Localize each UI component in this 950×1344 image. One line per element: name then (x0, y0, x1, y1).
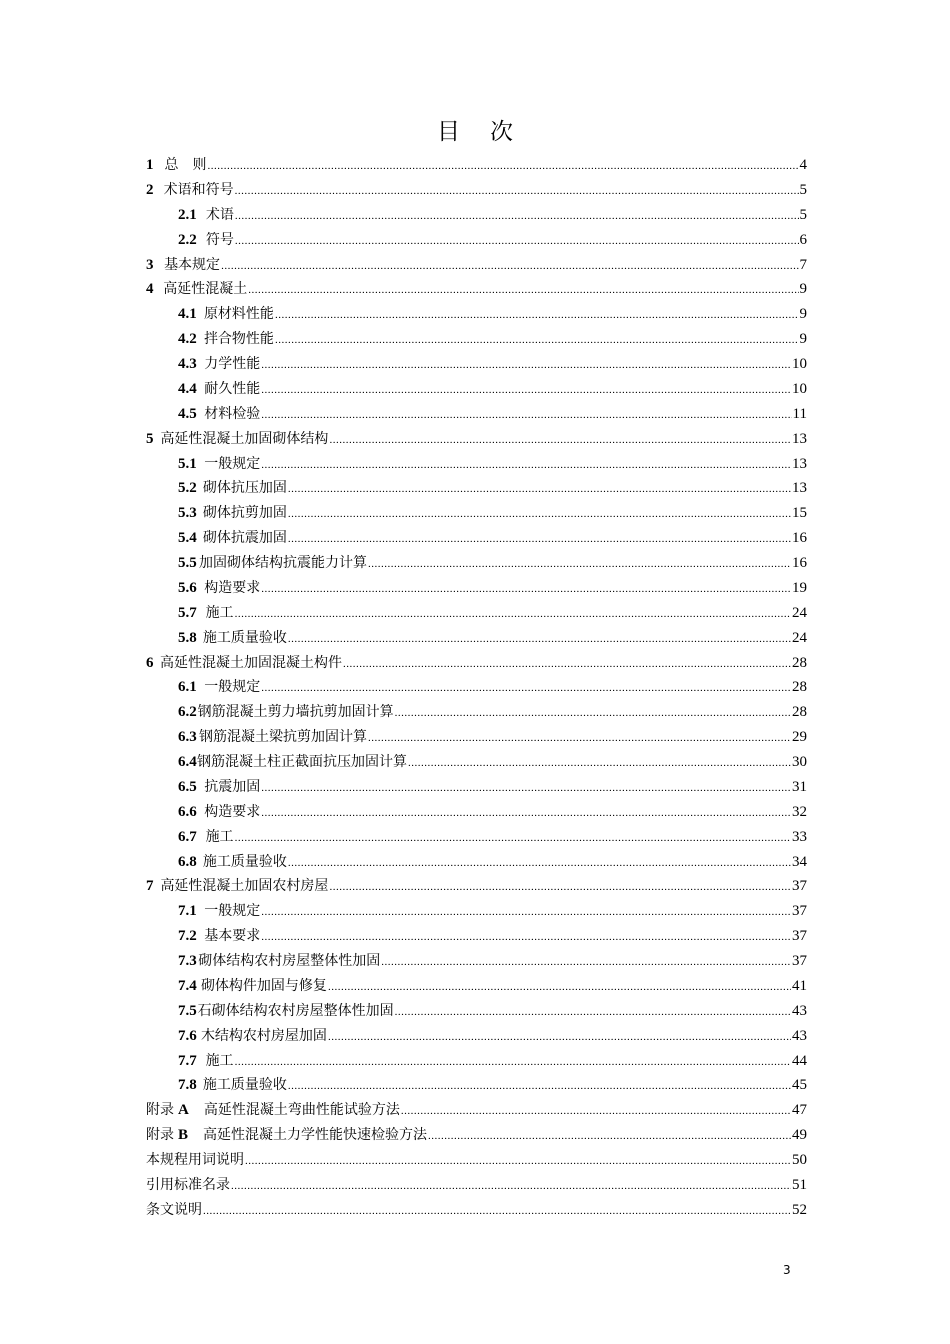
toc-entry-page: 30 (792, 754, 807, 770)
toc-entry-page: 50 (792, 1152, 807, 1168)
toc-entry-page: 16 (792, 530, 807, 547)
toc-entry[interactable] (146, 501, 807, 526)
dot-leader (245, 1149, 791, 1174)
toc-entry-page: 43 (792, 1002, 807, 1019)
toc-entry-page: 28 (792, 654, 807, 671)
dot-leader (288, 502, 791, 527)
toc-entry-page: 37 (792, 928, 807, 945)
toc-entry-label: 抗震加固 (204, 778, 261, 795)
dot-leader (208, 154, 799, 179)
toc-entry-label: 加固砌体结构抗震能力计算 (198, 555, 367, 571)
dot-leader (261, 676, 791, 701)
dot-leader (261, 577, 791, 602)
dot-leader (408, 751, 791, 776)
toc-entry-number: 7.1 (178, 903, 197, 920)
dot-leader (343, 652, 791, 677)
toc-title-char-2: 次 (490, 119, 513, 145)
toc-entry[interactable] (146, 253, 807, 278)
toc-entry-page: 5 (799, 181, 807, 198)
toc-entry[interactable] (146, 1049, 807, 1074)
toc-entry[interactable] (146, 1198, 807, 1223)
toc-entry-page: 41 (792, 977, 807, 994)
toc-entry-page: 5 (799, 206, 807, 223)
toc-entry-number: 6.3 (178, 729, 197, 746)
toc-entry[interactable] (146, 1148, 807, 1173)
toc-entry-label: 高延性混凝土 (163, 281, 248, 298)
toc-entry-label: 术语和符号 (163, 181, 234, 198)
toc-entry-page: 45 (792, 1077, 807, 1094)
toc-entry-number: 4.2 (178, 331, 197, 348)
toc-entry-number: 7.4 (178, 977, 197, 994)
toc-entry-number: 6.4 (178, 754, 197, 770)
dot-leader (288, 527, 791, 552)
toc-entry[interactable] (146, 327, 807, 352)
toc-entry[interactable] (146, 999, 807, 1024)
toc-entry-label: 钢筋混凝土柱正截面抗压加固计算 (196, 754, 407, 770)
toc-entry-page: 13 (792, 480, 807, 497)
toc-entry-page: 37 (792, 878, 807, 895)
dot-leader (235, 826, 791, 851)
toc-entry-number: 5 (146, 430, 154, 447)
toc-entry-label: 条文说明 (146, 1201, 202, 1218)
toc-entry-number: 5.1 (178, 455, 197, 472)
dot-leader (288, 1074, 791, 1099)
toc-entry-number: 7.7 (178, 1052, 197, 1069)
toc-entry-page: 47 (792, 1102, 807, 1119)
toc-entry-label: 基本规定 (164, 256, 221, 273)
dot-leader (288, 627, 791, 652)
toc-entry-label: 符号 (205, 231, 234, 248)
toc-entry[interactable] (146, 153, 807, 178)
toc-entry-label: 木结构农村房屋加固 (200, 1027, 327, 1044)
toc-entry[interactable] (146, 1024, 807, 1049)
toc-entry-page: 10 (792, 356, 807, 372)
table-of-contents (146, 153, 807, 1223)
toc-entry-number: 6.7 (178, 828, 197, 845)
toc-entry[interactable] (146, 651, 807, 676)
toc-entry[interactable] (146, 203, 807, 228)
toc-entry[interactable] (146, 626, 807, 651)
dot-leader (248, 278, 798, 303)
toc-entry-label: 一般规定 (204, 455, 261, 472)
toc-entry-prefix: 附录 (146, 1127, 174, 1144)
dot-leader (261, 403, 791, 428)
toc-entry[interactable] (146, 178, 807, 203)
toc-entry-label: 砌体结构农村房屋整体性加固 (198, 953, 381, 969)
dot-leader (235, 602, 791, 627)
dot-leader (328, 1025, 791, 1050)
toc-entry-number: 4.1 (178, 306, 197, 323)
toc-entry-number: 5.4 (178, 530, 197, 547)
toc-entry[interactable] (146, 302, 807, 327)
toc-entry-label: 材料检验 (204, 405, 261, 422)
toc-entry-number: B (178, 1127, 189, 1144)
toc-entry[interactable] (146, 725, 807, 750)
toc-entry-number: 4.5 (178, 405, 197, 422)
toc-entry[interactable] (146, 825, 807, 850)
toc-entry-number: 2 (146, 181, 154, 198)
toc-entry-label: 构造要求 (204, 803, 261, 820)
toc-entry-page: 9 (799, 331, 807, 348)
toc-entry-number: 5.6 (178, 579, 197, 596)
toc-entry-page: 16 (792, 555, 807, 571)
dot-leader (428, 1124, 791, 1149)
toc-entry-label: 施工质量验收 (202, 629, 287, 646)
toc-entry-label: 高延性混凝土加固农村房屋 (160, 878, 329, 895)
dot-leader (275, 328, 799, 353)
toc-entry-prefix: 附录 (146, 1102, 174, 1119)
toc-entry-page: 34 (792, 853, 807, 870)
dot-leader (261, 378, 791, 403)
toc-entry[interactable] (146, 775, 807, 800)
toc-entry-page: 51 (792, 1176, 807, 1193)
toc-entry-page: 13 (792, 430, 807, 447)
toc-entry-label: 高延性混凝土力学性能快速检验方法 (203, 1127, 428, 1144)
toc-entry-label: 砌体抗压加固 (202, 480, 287, 497)
toc-entry-label: 钢筋混凝土梁抗剪加固计算 (198, 729, 367, 746)
toc-entry[interactable] (146, 551, 807, 576)
toc-entry-label: 本规程用词说明 (146, 1152, 244, 1168)
toc-entry-label: 施工 (205, 1052, 234, 1069)
toc-entry[interactable] (146, 452, 807, 477)
toc-entry[interactable] (146, 576, 807, 601)
toc-entry-label: 施工质量验收 (202, 1077, 287, 1094)
dot-leader (261, 353, 791, 378)
dot-leader (203, 1199, 791, 1224)
dot-leader (261, 925, 791, 950)
dot-leader (395, 701, 791, 726)
toc-entry-number: 7.5 (178, 1002, 197, 1019)
toc-entry-page: 15 (792, 505, 807, 522)
dot-leader (235, 179, 799, 204)
toc-entry-page: 19 (792, 579, 807, 596)
dot-leader (231, 1174, 791, 1199)
dot-leader (329, 428, 791, 453)
toc-entry-number: 2.1 (178, 206, 197, 223)
toc-entry-page: 33 (792, 828, 807, 845)
toc-entry-page: 9 (799, 281, 807, 298)
toc-entry-number: 5.5 (178, 555, 197, 571)
toc-entry-page: 10 (792, 380, 807, 397)
toc-entry-label: 砌体构件加固与修复 (200, 977, 327, 994)
toc-entry[interactable] (146, 377, 807, 402)
dot-leader (261, 801, 791, 826)
toc-entry-number: 5.7 (178, 604, 197, 621)
toc-entry[interactable] (146, 1173, 807, 1198)
toc-entry-page: 24 (792, 629, 807, 646)
dot-leader (368, 726, 791, 751)
toc-entry[interactable] (146, 924, 807, 949)
toc-entry[interactable] (146, 1073, 807, 1098)
toc-entry[interactable] (146, 228, 807, 253)
toc-entry[interactable] (146, 800, 807, 825)
toc-entry-label: 一般规定 (204, 903, 261, 920)
toc-entry-page: 11 (792, 405, 807, 422)
toc-entry-label: 砌体抗震加固 (202, 530, 287, 547)
toc-entry-label: 钢筋混凝土剪力墙抗剪加固计算 (197, 704, 394, 721)
toc-entry-number: 4.4 (178, 380, 197, 397)
toc-entry-label: 构造要求 (204, 579, 261, 596)
toc-entry-page: 7 (799, 256, 807, 273)
toc-entry-number: 4 (146, 281, 154, 298)
toc-entry-label: 高延性混凝土加固砌体结构 (160, 430, 329, 447)
toc-entry-number: 6.2 (178, 704, 197, 721)
toc-entry-page: 28 (792, 704, 807, 721)
toc-entry[interactable] (146, 1123, 807, 1148)
page-number: 3 (783, 1263, 791, 1277)
toc-entry-number: 6 (146, 654, 154, 671)
toc-entry-label: 施工 (205, 604, 234, 621)
toc-entry-number: 6.1 (178, 679, 197, 696)
toc-entry-page: 6 (799, 231, 807, 248)
dot-leader (381, 950, 791, 975)
toc-entry-number: 5.3 (178, 505, 197, 522)
toc-entry[interactable] (146, 750, 807, 775)
dot-leader (395, 1000, 791, 1025)
dot-leader (261, 900, 791, 925)
toc-entry-number: 6.6 (178, 803, 197, 820)
toc-entry-number: 7.8 (178, 1077, 197, 1094)
toc-entry-number: 6.5 (178, 778, 197, 795)
dot-leader (235, 229, 799, 254)
toc-entry-page: 43 (792, 1027, 807, 1044)
toc-title-char-1: 目 (437, 119, 460, 145)
toc-entry-label: 总 则 (164, 157, 207, 173)
dot-leader (235, 204, 799, 229)
dot-leader (261, 453, 791, 478)
dot-leader (261, 776, 791, 801)
toc-entry-page: 37 (792, 903, 807, 920)
toc-entry[interactable] (146, 352, 807, 377)
toc-entry-number: 2.2 (178, 231, 197, 248)
dot-leader (328, 975, 791, 1000)
toc-entry-label: 高延性混凝土弯曲性能试验方法 (203, 1102, 400, 1119)
dot-leader (368, 552, 791, 577)
toc-entry[interactable] (146, 402, 807, 427)
dot-leader (275, 303, 799, 328)
toc-entry-label: 施工 (205, 828, 234, 845)
toc-entry[interactable] (146, 277, 807, 302)
toc-entry-label: 基本要求 (204, 928, 261, 945)
toc-entry-page: 4 (799, 157, 807, 173)
toc-entry-label: 石砌体结构农村房屋整体性加固 (197, 1002, 394, 1019)
toc-entry-page: 49 (792, 1127, 807, 1144)
dot-leader (235, 1050, 791, 1075)
toc-entry-number: A (178, 1102, 189, 1119)
toc-entry-label: 高延性混凝土加固混凝土构件 (160, 654, 343, 671)
toc-entry-page: 24 (792, 604, 807, 621)
toc-entry-number: 6.8 (178, 853, 197, 870)
toc-entry-label: 施工质量验收 (202, 853, 287, 870)
toc-entry-number: 3 (146, 256, 154, 273)
toc-entry[interactable] (146, 700, 807, 725)
toc-entry-number: 5.2 (178, 480, 197, 497)
toc-title (0, 113, 950, 146)
toc-entry-label: 引用标准名录 (146, 1176, 230, 1193)
dot-leader (401, 1099, 791, 1124)
toc-entry-label: 耐久性能 (204, 380, 261, 397)
toc-entry[interactable] (146, 427, 807, 452)
toc-entry[interactable] (146, 601, 807, 626)
toc-entry-page: 32 (792, 803, 807, 820)
toc-entry-number: 5.8 (178, 629, 197, 646)
toc-entry-label: 术语 (205, 206, 234, 223)
toc-entry[interactable] (146, 675, 807, 700)
toc-entry[interactable] (146, 974, 807, 999)
toc-entry[interactable] (146, 949, 807, 974)
toc-entry-page: 13 (792, 455, 807, 472)
toc-entry[interactable] (146, 1098, 807, 1123)
toc-entry-label: 砌体抗剪加固 (202, 505, 287, 522)
dot-leader (288, 477, 791, 502)
toc-entry-page: 44 (792, 1052, 807, 1069)
toc-entry-label: 原材料性能 (203, 306, 274, 323)
dot-leader (221, 254, 798, 279)
toc-entry-number: 7 (146, 878, 154, 895)
toc-entry-page: 28 (792, 679, 807, 696)
dot-leader (329, 875, 791, 900)
toc-entry[interactable] (146, 476, 807, 501)
toc-entry-page: 31 (792, 778, 807, 795)
toc-entry-page: 37 (792, 953, 807, 969)
toc-entry-number: 4.3 (178, 356, 197, 372)
toc-entry-page: 29 (792, 729, 807, 746)
dot-leader (288, 851, 791, 876)
toc-entry-number: 7.2 (178, 928, 197, 945)
toc-entry[interactable] (146, 526, 807, 551)
toc-entry-page: 52 (792, 1201, 807, 1218)
toc-entry-number: 1 (146, 157, 154, 173)
toc-entry-label: 一般规定 (204, 679, 261, 696)
toc-entry-number: 7.3 (178, 953, 197, 969)
toc-entry-page: 9 (799, 306, 807, 323)
toc-entry[interactable] (146, 874, 807, 899)
toc-entry-number: 7.6 (178, 1027, 197, 1044)
toc-entry-label: 力学性能 (204, 356, 261, 372)
toc-entry-label: 拌合物性能 (203, 331, 274, 348)
toc-entry[interactable] (146, 850, 807, 875)
toc-entry[interactable] (146, 899, 807, 924)
